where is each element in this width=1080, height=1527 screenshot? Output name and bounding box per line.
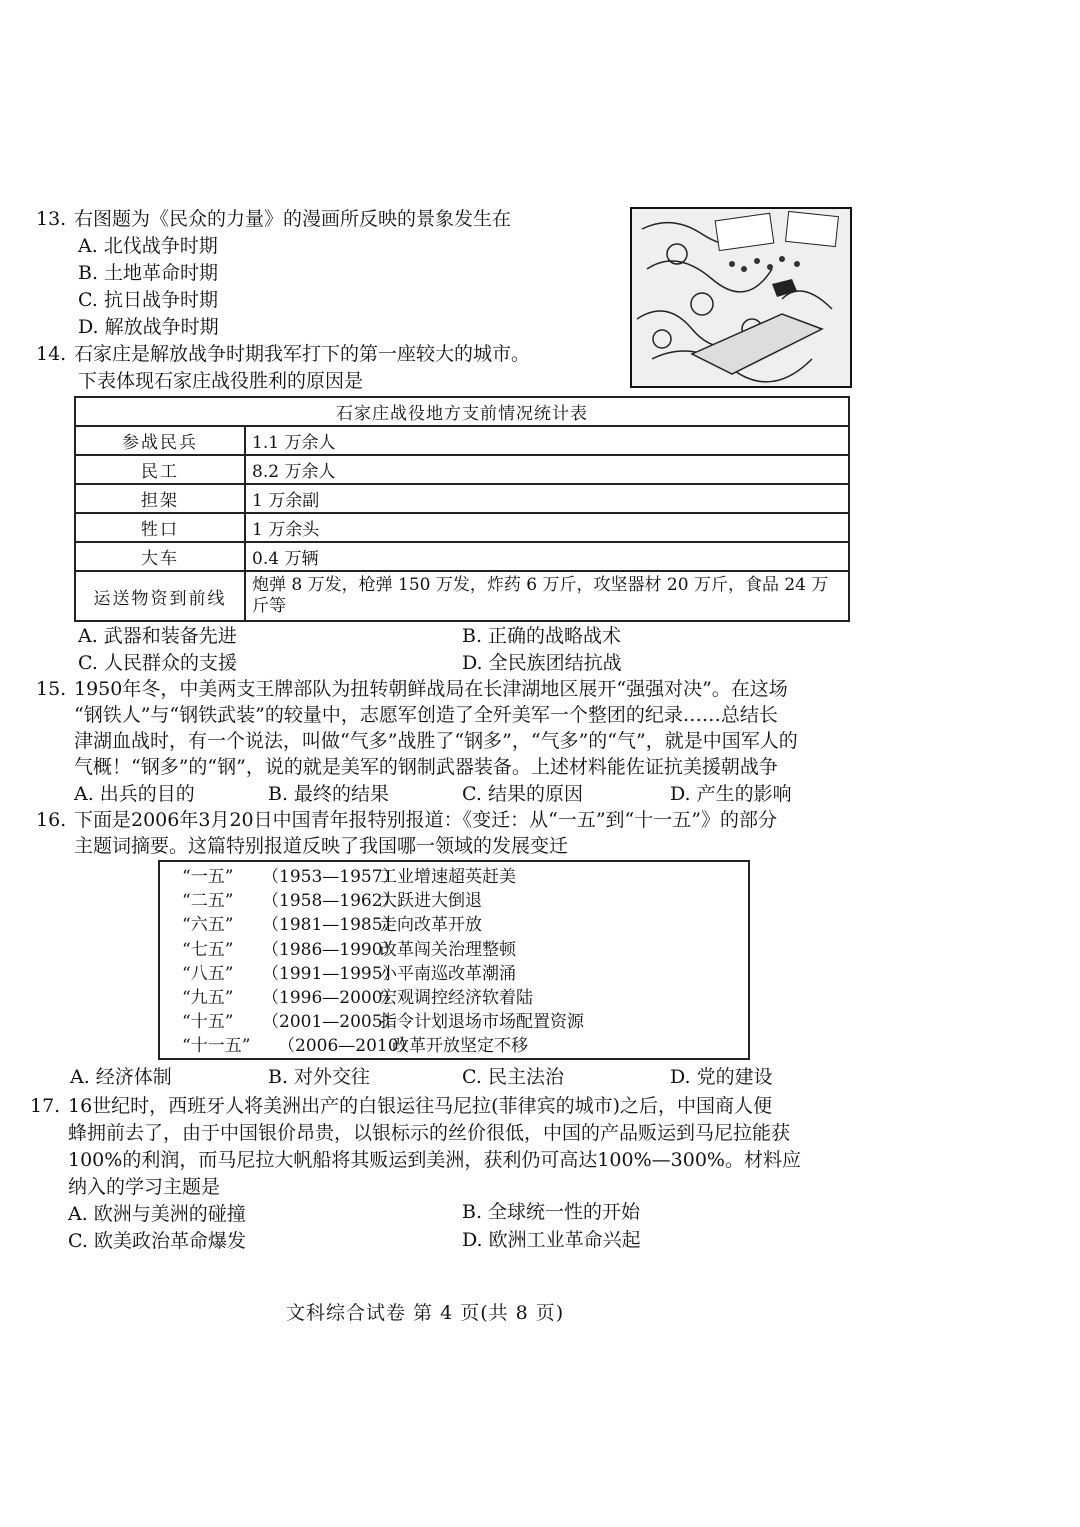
q15-line-1 — [36, 676, 788, 702]
cartoon-image — [630, 207, 852, 388]
q15-line-3: 津湖血战时，有一个说法，叫做“气多”战胜了“钢多”，“气多”的“气”，就是中国军人的 — [74, 730, 798, 752]
q14-option-a: A. 武器和装备先进 — [78, 625, 237, 647]
q16-text-1: 下面是2006年3月20日中国青年报特别报道：《变迁：从“一五”到“十一五”》的部分 — [74, 809, 777, 831]
plan-theme: 大跃进大倒退 — [380, 891, 482, 912]
table-row — [75, 426, 849, 455]
plan-theme: 小平南巡改革潮涌 — [380, 963, 516, 984]
q13-option-b: B. 土地革命时期 — [78, 262, 219, 284]
q17-option-d: D. 欧洲工业革命兴起 — [462, 1229, 641, 1251]
plan-years: （1996—2000） — [262, 988, 400, 1009]
plan-row — [182, 889, 748, 913]
table-row-value: 1.1 万余人 — [245, 426, 849, 455]
plan-years: （1953—1957） — [262, 867, 400, 887]
table-row-label: 担架 — [75, 484, 245, 513]
support-statistics-table — [74, 396, 850, 622]
q15-option-c: C. 结果的原因 — [462, 783, 583, 805]
q14-stem-line2: 下表体现石家庄战役胜利的原因是 — [78, 370, 364, 392]
q16-line-1 — [36, 807, 777, 833]
table-row-value: 1 万余副 — [245, 484, 849, 513]
table-title: 石家庄战役地方支前情况统计表 — [75, 397, 849, 426]
q16-option-c: C. 民主法治 — [462, 1066, 564, 1088]
table-row — [75, 455, 849, 484]
table-row — [75, 484, 849, 513]
plan-name: “一五” — [182, 867, 234, 887]
plan-years: （1981—1985） — [262, 915, 400, 936]
plan-theme: 走向改革开放 — [380, 915, 482, 936]
plan-row — [182, 1010, 748, 1034]
q17-option-a: A. 欧洲与美洲的碰撞 — [68, 1203, 246, 1225]
q16-line-2: 主题词摘要。这篇特别报道反映了我国哪一领域的发展变迁 — [74, 835, 569, 857]
table-row-value: 1 万余头 — [245, 513, 849, 542]
plan-years: （1986—1990） — [262, 939, 400, 960]
q17-line-1 — [30, 1093, 772, 1119]
table-row-value: 8.2 万余人 — [245, 455, 849, 484]
table-row-value: 0.4 万辆 — [245, 542, 849, 571]
q16-option-d: D. 党的建设 — [670, 1066, 773, 1088]
q17-line-2: 蜂拥前去了，由于中国银价昂贵，以银标示的丝价很低，中国的产品贩运到马尼拉能获 — [68, 1122, 791, 1144]
plan-name: “二五” — [182, 891, 234, 912]
page-footer: 文科综合试卷 第 4 页(共 8 页) — [286, 1302, 565, 1324]
q13-option-c: C. 抗日战争时期 — [78, 289, 218, 311]
q15-line-2: “钢铁人”与“钢铁武装”的较量中，志愿军创造了全歼美军一个整团的纪录……总结长 — [74, 704, 778, 726]
q13-option-a: A. 北伐战争时期 — [78, 235, 218, 257]
q15-text-1: 1950年冬，中美两支王牌部队为扭转朝鲜战局在长津湖地区展开“强强对决”。在这场 — [74, 678, 788, 700]
q13-stem — [36, 206, 511, 232]
table-row — [75, 542, 849, 571]
plan-row — [182, 986, 748, 1010]
q13-number: 13. — [36, 208, 67, 230]
table-row-label: 牲口 — [75, 513, 245, 542]
plan-name: “七五” — [182, 939, 234, 960]
q13-option-d: D. 解放战争时期 — [78, 316, 219, 338]
cartoon-illustration — [632, 209, 850, 386]
plan-years: （1991—1995） — [262, 963, 400, 984]
q15-option-a: A. 出兵的目的 — [74, 783, 195, 805]
table-row-label: 运送物资到前线 — [75, 571, 245, 621]
q14-option-b: B. 正确的战略战术 — [462, 625, 622, 647]
plan-name: “十一五” — [182, 1036, 251, 1057]
plan-name: “十五” — [182, 1012, 234, 1033]
plan-row — [182, 865, 748, 889]
q17-number: 17. — [30, 1095, 61, 1117]
table-row-label: 大车 — [75, 542, 245, 571]
q16-number: 16. — [36, 809, 67, 831]
plan-name: “六五” — [182, 915, 234, 936]
q14-stem — [36, 341, 530, 367]
q14-option-d: D. 全民族团结抗战 — [462, 652, 622, 674]
q15-option-d: D. 产生的影响 — [670, 783, 792, 805]
q15-number: 15. — [36, 678, 67, 700]
plan-theme: 改革闯关治理整顿 — [380, 939, 516, 960]
plan-theme: 宏观调控经济软着陆 — [380, 988, 533, 1009]
q16-option-b: B. 对外交往 — [268, 1066, 371, 1088]
q17-line-4: 纳入的学习主题是 — [68, 1176, 221, 1198]
q17-option-b: B. 全球统一性的开始 — [462, 1201, 641, 1223]
q14-option-c: C. 人民群众的支援 — [78, 652, 237, 674]
plan-years: （2006—2010） — [278, 1036, 416, 1057]
q14-stem-line1: 石家庄是解放战争时期我军打下的第一座较大的城市。 — [74, 343, 531, 365]
plan-theme: 指令计划退场市场配置资源 — [380, 1012, 584, 1033]
q15-line-4: 气概！“钢多”的“钢”，说的就是美军的钢制武器装备。上述材料能佐证抗美援朝战争 — [74, 756, 778, 778]
q15-option-b: B. 最终的结果 — [268, 783, 390, 805]
table-row-label: 参战民兵 — [75, 426, 245, 455]
q16-option-a: A. 经济体制 — [70, 1066, 172, 1088]
table-row-label: 民工 — [75, 455, 245, 484]
q17-line-3: 100%的利润，而马尼拉大帆船将其贩运到美洲，获利仍可高达100%—300%。材料应 — [68, 1149, 801, 1171]
q17-text-1: 16世纪时，西班牙人将美洲出产的白银运往马尼拉(菲律宾的城市)之后，中国商人便 — [68, 1095, 773, 1117]
plan-theme: 工业增速超英赶美 — [380, 867, 516, 887]
q13-stem-text: 右图题为《民众的力量》的漫画所反映的景象发生在 — [74, 208, 512, 230]
plan-row — [182, 938, 748, 962]
plan-row — [182, 962, 748, 986]
table-row — [75, 513, 849, 542]
table-row-value: 炮弹 8 万发，枪弹 150 万发，炸药 6 万斤，攻坚器材 20 万斤，食品 24 万斤等 — [245, 571, 849, 621]
q17-option-c: C. 欧美政治革命爆发 — [68, 1230, 246, 1252]
plan-years: （1958—1962） — [262, 891, 400, 912]
plan-theme: 改革开放坚定不移 — [392, 1036, 528, 1057]
plan-name: “八五” — [182, 963, 234, 984]
plan-row — [182, 913, 748, 937]
table-row — [75, 571, 849, 621]
five-year-plan-box — [158, 860, 750, 1060]
plan-years: （2001—2005） — [262, 1012, 400, 1033]
q14-number: 14. — [36, 343, 67, 365]
plan-name: “九五” — [182, 988, 234, 1009]
plan-row — [182, 1034, 748, 1058]
